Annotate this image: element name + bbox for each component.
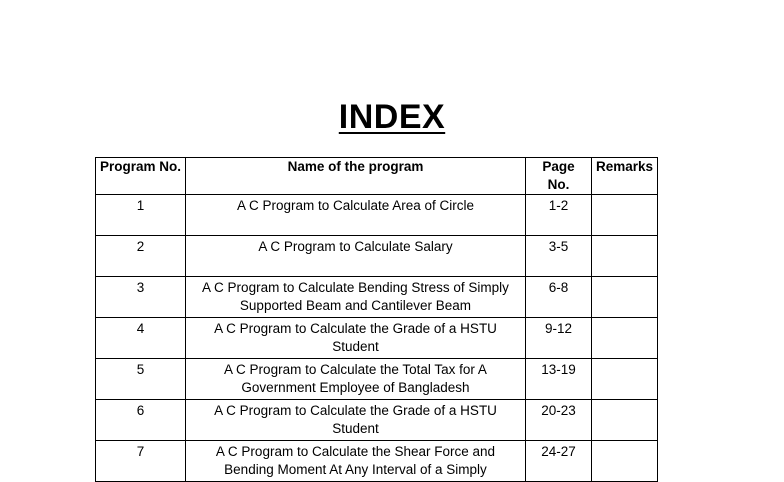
- remarks-cell: [592, 318, 658, 359]
- page-no-cell: 9-12: [526, 318, 592, 359]
- program-name-cell: A C Program to Calculate Salary: [186, 236, 526, 277]
- remarks-cell: [592, 195, 658, 236]
- page-no-cell: 1-2: [526, 195, 592, 236]
- table-header-row: [96, 158, 658, 195]
- header-program-name: Name of the program: [186, 158, 526, 195]
- remarks-cell: [592, 359, 658, 400]
- program-no-cell: 4: [96, 318, 186, 359]
- page-no-cell: 13-19: [526, 359, 592, 400]
- program-no-cell: 7: [96, 441, 186, 482]
- table-row: [96, 441, 658, 482]
- table-row: [96, 400, 658, 441]
- program-no-cell: 5: [96, 359, 186, 400]
- page-no-cell: 24-27: [526, 441, 592, 482]
- program-no-cell: 6: [96, 400, 186, 441]
- table-row: [96, 318, 658, 359]
- page-no-cell: 6-8: [526, 277, 592, 318]
- program-no-cell: 2: [96, 236, 186, 277]
- page-title: INDEX: [338, 98, 446, 136]
- remarks-cell: [592, 400, 658, 441]
- table-row: [96, 195, 658, 236]
- index-table: [95, 157, 658, 482]
- program-name-cell: A C Program to Calculate the Grade of a HSTU Student: [186, 318, 526, 359]
- page-no-cell: 20-23: [526, 400, 592, 441]
- program-no-cell: 3: [96, 277, 186, 318]
- remarks-cell: [592, 277, 658, 318]
- header-remarks: Remarks: [592, 158, 658, 195]
- remarks-cell: [592, 441, 658, 482]
- header-program-no: Program No.: [96, 158, 186, 195]
- table-row: [96, 277, 658, 318]
- program-name-cell: A C Program to Calculate the Total Tax for A Government Employee of Bangladesh: [186, 359, 526, 400]
- program-name-cell: A C Program to Calculate Area of Circle: [186, 195, 526, 236]
- program-no-cell: 1: [96, 195, 186, 236]
- table-row: [96, 236, 658, 277]
- table-row: [96, 359, 658, 400]
- program-name-cell: A C Program to Calculate Bending Stress of Simply Supported Beam and Cantilever Beam: [186, 277, 526, 318]
- program-name-cell: A C Program to Calculate the Shear Force and Bending Moment At Any Interval of a Simply: [186, 441, 526, 482]
- program-name-cell: A C Program to Calculate the Grade of a HSTU Student: [186, 400, 526, 441]
- header-page-no: Page No.: [526, 158, 592, 195]
- page-no-cell: 3-5: [526, 236, 592, 277]
- remarks-cell: [592, 236, 658, 277]
